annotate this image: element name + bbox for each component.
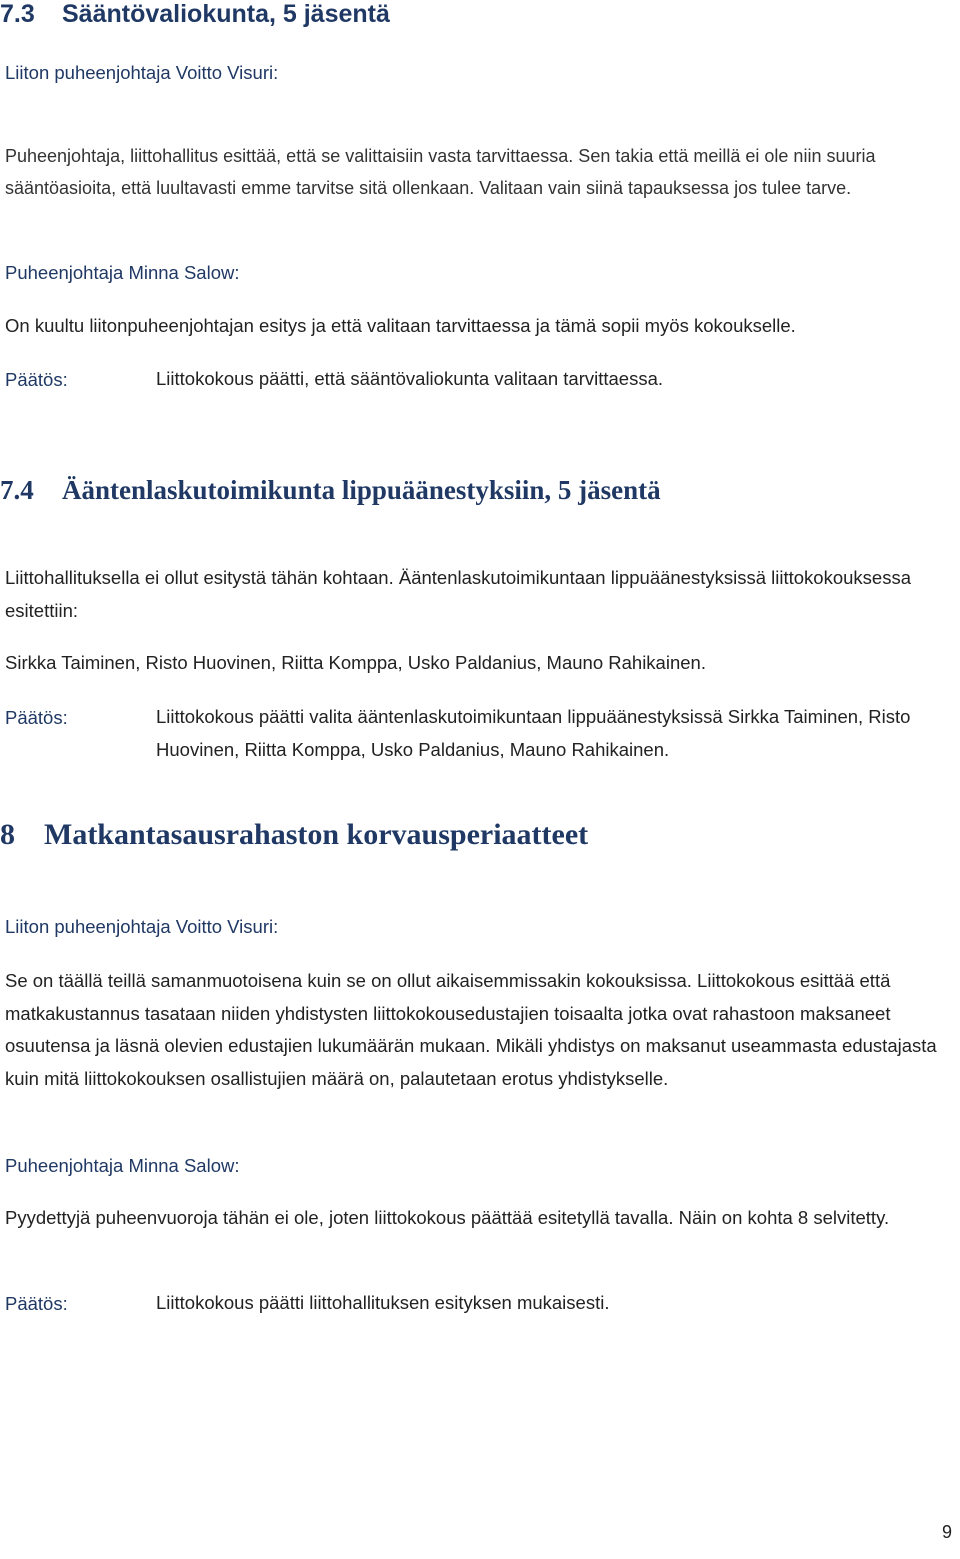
decision-text: Liittokokous päätti, että sääntövaliokunta valitaan tarvittaessa. [156, 368, 663, 389]
decision-text: Liittokokous päätti valita ääntenlaskutoimikuntaan lippuäänestyksissä Sirkka Taiminen, Risto Huovinen, Riitta Komppa, Usko Paldanius, Mauno Rahikainen. [156, 706, 911, 760]
speaker-statement: Puheenjohtaja, liittohallitus esittää, että se valittaisiin vasta tarvittaessa. Sen takia että meillä ei ole niin suuria sääntöasioita, että luultavasti emme tarvitse sitä ollenkaan. Valitaan vain siinä tapauksessa jos tulee tarve. [5, 146, 876, 198]
speaker-statement: Pyydettyjä puheenvuoroja tähän ei ole, joten liittokokous päättää esitetyllä tavalla. Näin on kohta 8 selvitetty. [5, 1207, 890, 1228]
section-title: Sääntövaliokunta, 5 jäsentä [62, 0, 390, 28]
decision-label: Päätös: [5, 369, 68, 390]
speaker-statement: Se on täällä teillä samanmuotoisena kuin se on ollut aikaisemmissakin kokouksissa. Liittokokous esittää että matkakustannus tasataan niiden yhdistysten liittokokousedustajien toisaalta jotka ovat rahastoon maksaneet osuutensa ja läsnä olevien edustajien lukumäärän mukaan. Mikäli yhdistys on maksanut useammasta edustajasta kuin mitä liittokokouksen osallistujien määrä on, palautetaan erotus yhdistykselle. [5, 970, 937, 1089]
section-number: 7.4 [0, 475, 34, 505]
section-heading-7-3 [0, 0, 390, 29]
decision-text: Liittokokous päätti liittohallituksen esityksen mukaisesti. [156, 1292, 610, 1313]
speaker-statement: On kuultu liitonpuheenjohtajan esitys ja että valitaan tarvittaessa ja tämä sopii myös kokoukselle. [5, 315, 796, 336]
section-heading-8 [0, 818, 588, 852]
decision-label: Päätös: [5, 1293, 68, 1314]
body-paragraph: Liittohallituksella ei ollut esitystä tähän kohtaan. Ääntenlaskutoimikuntaan lippuäänestyksissä liittokokouksessa esitettiin: [5, 567, 911, 621]
body-paragraph: Sirkka Taiminen, Risto Huovinen, Riitta Komppa, Usko Paldanius, Mauno Rahikainen. [5, 652, 706, 673]
speaker-name: Liiton puheenjohtaja Voitto Visuri: [5, 916, 279, 937]
section-heading-7-4 [0, 475, 661, 506]
page-number: 9 [941, 1522, 952, 1542]
decision-label: Päätös: [5, 707, 68, 728]
section-title: Matkantasausrahaston korvausperiaatteet [44, 818, 589, 851]
speaker-name: Puheenjohtaja Minna Salow: [5, 1155, 240, 1176]
section-number: 8 [0, 818, 15, 851]
section-title: Ääntenlaskutoimikunta lippuäänestyksiin, 5 jäsentä [62, 475, 661, 505]
speaker-name: Puheenjohtaja Minna Salow: [5, 262, 240, 283]
section-number: 7.3 [0, 0, 35, 28]
speaker-name: Liiton puheenjohtaja Voitto Visuri: [5, 62, 279, 83]
